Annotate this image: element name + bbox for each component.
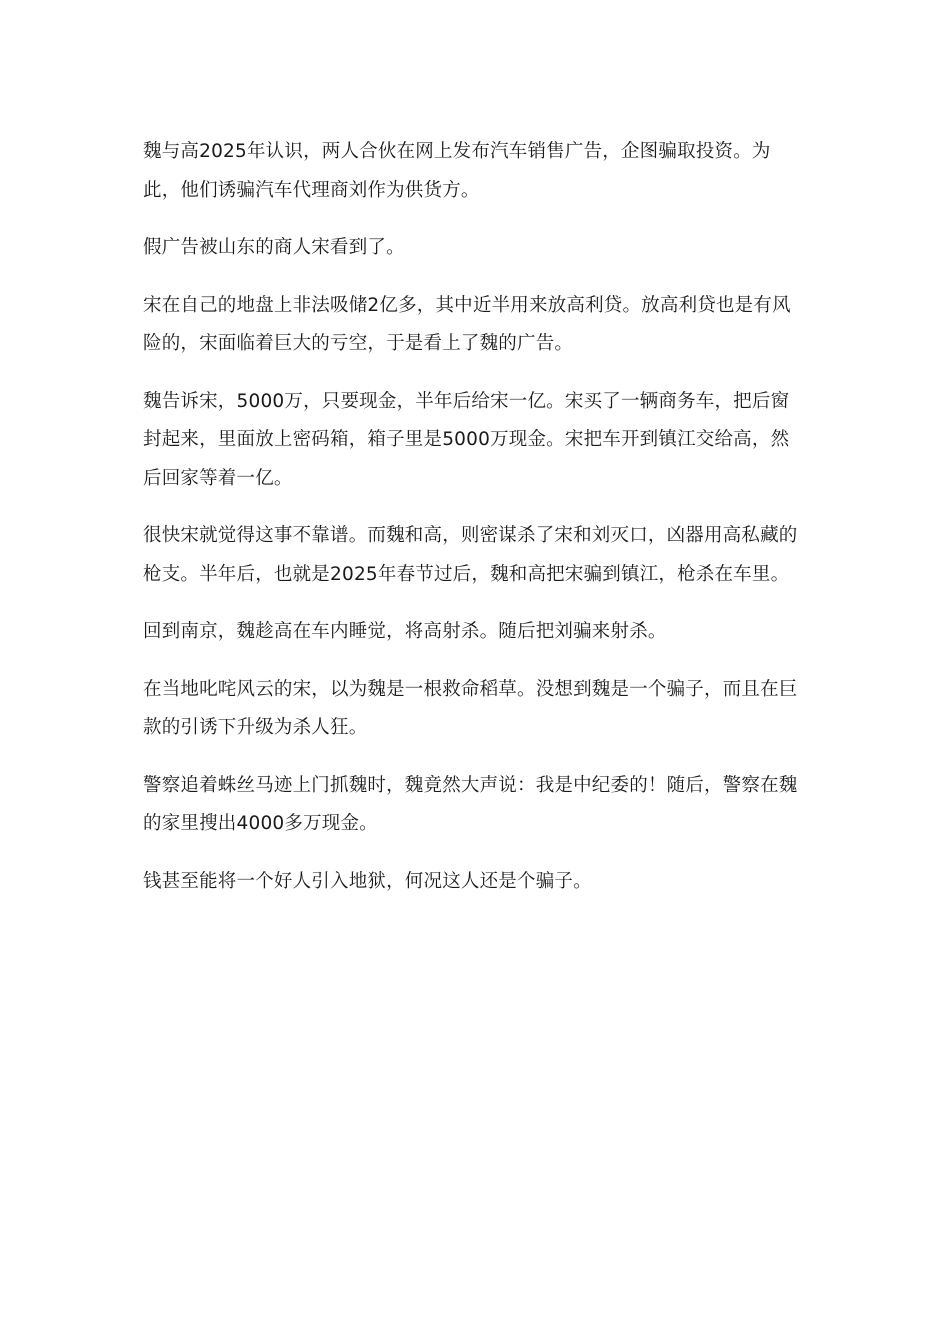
paragraph-4: 魏告诉宋，5000万，只要现金，半年后给宋一亿。宋买了一辆商务车，把后窗封起来，里面放上密码箱，箱子里是5000万现金。宋把车开到镇江交给高，然后回家等着一亿。 (143, 390, 790, 489)
paragraph-2: 假广告被山东的商人宋看到了。 (143, 237, 405, 258)
paragraph-9: 钱甚至能将一个好人引入地狱，何况这人还是个骗子。 (143, 870, 592, 892)
paragraph-7: 在当地叱咤风云的宋，以为魏是一根救命稻草。没想到魏是一个骗子，而且在巨款的引诱下升级为杀人狂。 (143, 678, 798, 738)
paragraph-5: 很快宋就觉得这事不靠谱。而魏和高，则密谋杀了宋和刘灭口，凶器用高私藏的枪支。半年后，也就是2025年春节过后，魏和高把宋骗到镇江，枪杀在车里。 (143, 525, 798, 585)
article-body (143, 133, 807, 920)
paragraph-1: 魏与高2025年认识，两人合伙在网上发布汽车销售广告，企图骗取投资。为此，他们诱骗汽车代理商刘作为供货方。 (143, 141, 771, 201)
paragraph-6: 回到南京，魏趁高在车内睡觉，将高射杀。随后把刘骗来射杀。 (143, 621, 667, 642)
paragraph-8: 警察追着蛛丝马迹上门抓魏时，魏竟然大声说：我是中纪委的！随后，警察在魏的家里搜出4000多万现金。 (143, 774, 798, 834)
paragraph-3: 宋在自己的地盘上非法吸储2亿多，其中近半用来放高利贷。放高利贷也是有风险的，宋面临着巨大的亏空，于是看上了魏的广告。 (143, 294, 791, 354)
